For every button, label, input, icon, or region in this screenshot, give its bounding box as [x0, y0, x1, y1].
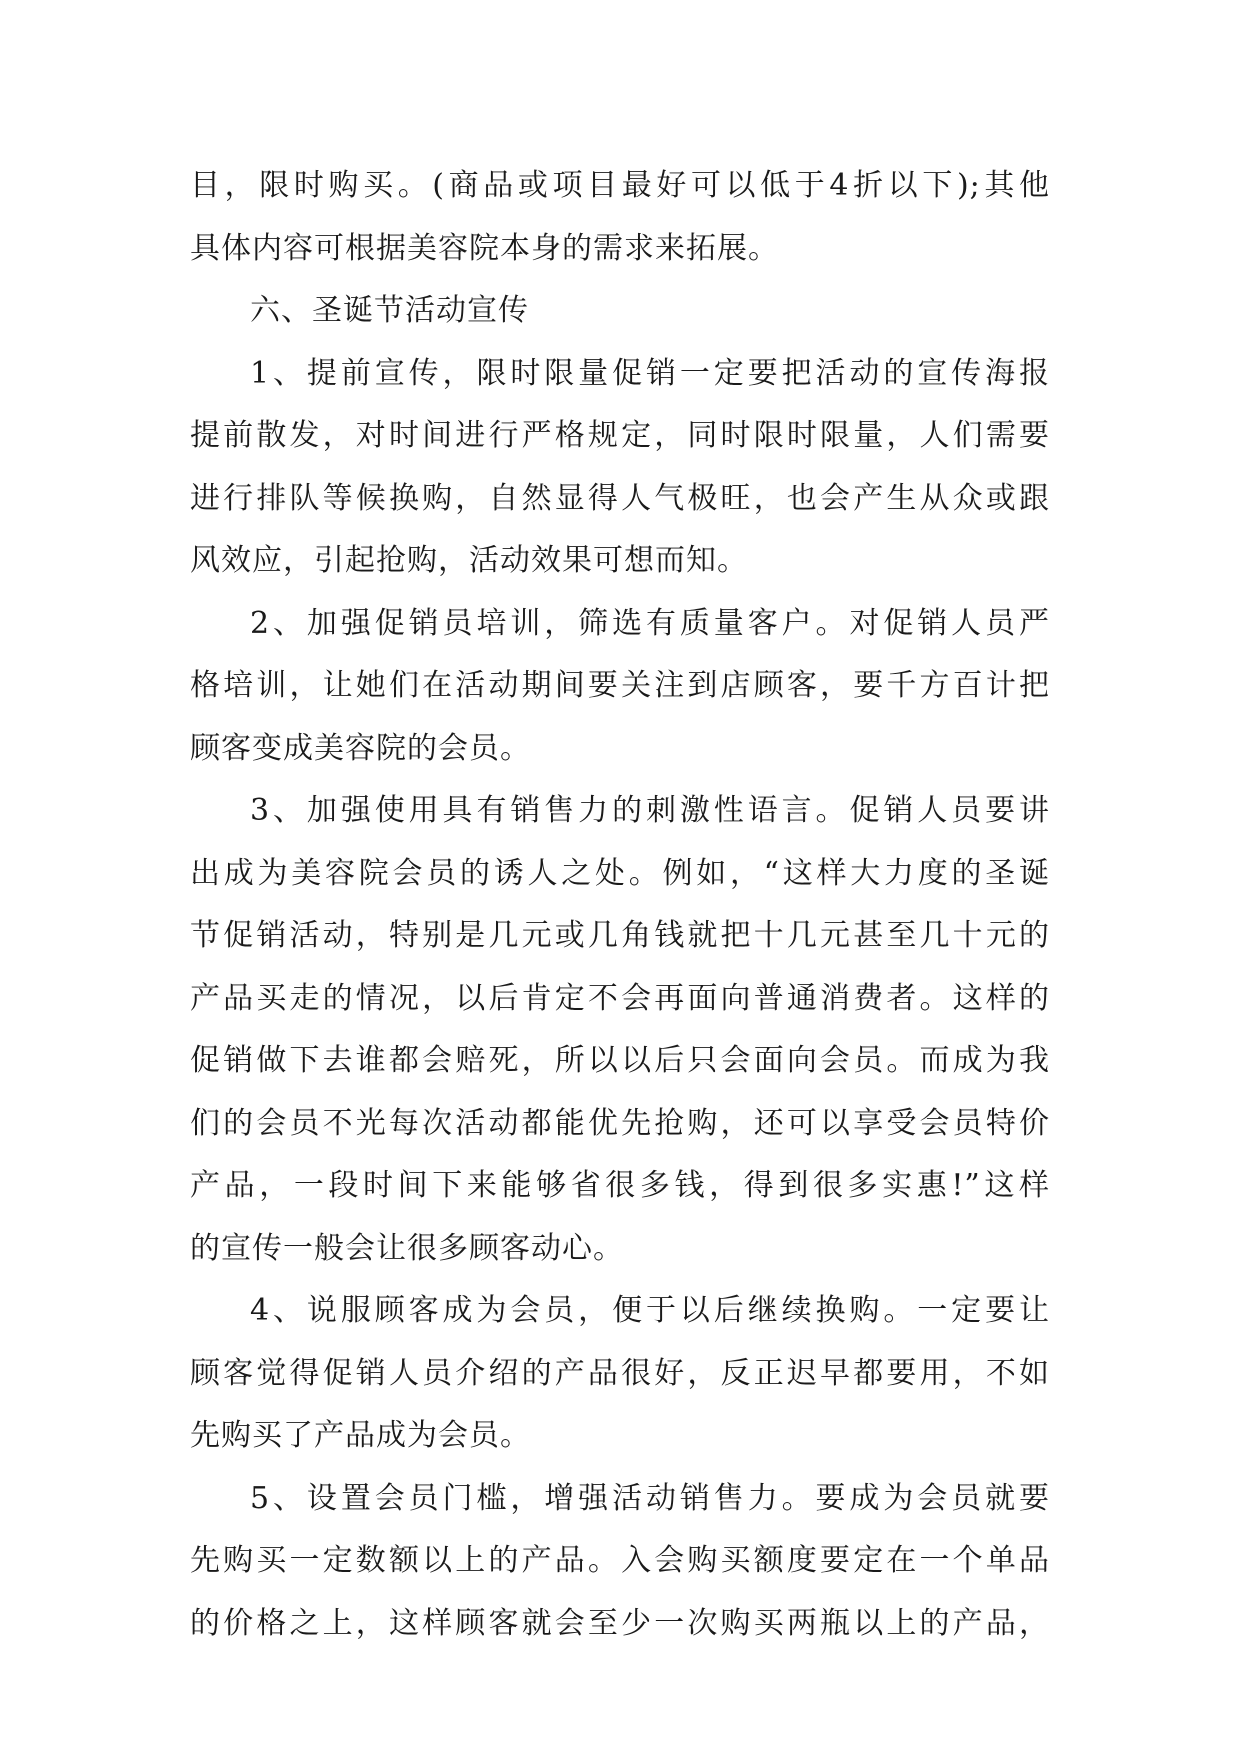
- text-line: 们的会员不光每次活动都能优先抢购，还可以享受会员特价: [190, 1105, 1050, 1141]
- text-line: 出成为美容院会员的诱人之处。例如，“这样大力度的圣诞: [190, 855, 1050, 891]
- text-line: 具体内容可根据美容院本身的需求来拓展。: [190, 230, 779, 266]
- text-line: 风效应，引起抢购，活动效果可想而知。: [190, 543, 748, 578]
- text-line: 3、加强使用具有销售力的刺激性语言。促销人员要讲: [250, 793, 1050, 828]
- text-line: 促销做下去谁都会赔死，所以以后只会面向会员。而成为我: [190, 1043, 1050, 1078]
- text-line: 产品，一段时间下来能够省很多钱，得到很多实惠!”这样: [190, 1168, 1050, 1203]
- text-line: 的宣传一般会让很多顾客动心。: [190, 1230, 624, 1266]
- text-line: 的价格之上，这样顾客就会至少一次购买两瓶以上的产品，: [190, 1605, 1050, 1641]
- text-line: 先购买一定数额以上的产品。入会购买额度要定在一个单品: [190, 1543, 1050, 1578]
- text-line: 产品买走的情况，以后肯定不会再面向普通消费者。这样的: [190, 980, 1050, 1016]
- text-line: 进行排队等候换购，自然显得人气极旺，也会产生从众或跟: [190, 480, 1050, 516]
- document-body: [190, 155, 1050, 1655]
- text-line: 目，限时购买。(商品或项目最好可以低于4折以下);其他: [190, 168, 1050, 203]
- text-line: 顾客觉得促销人员介绍的产品很好，反正迟早都要用，不如: [190, 1355, 1050, 1391]
- text-line: 5、设置会员门槛，增强活动销售力。要成为会员就要: [250, 1480, 1050, 1516]
- text-line: 六、圣诞节活动宣传: [250, 293, 529, 328]
- text-line: 先购买了产品成为会员。: [190, 1418, 531, 1453]
- text-line: 节促销活动，特别是几元或几角钱就把十几元甚至几十元的: [190, 918, 1050, 953]
- text-line: 1、提前宣传，限时限量促销一定要把活动的宣传海报: [250, 355, 1050, 391]
- text-line: 4、说服顾客成为会员，便于以后继续换购。一定要让: [250, 1293, 1050, 1328]
- text-line: 2、加强促销员培训，筛选有质量客户。对促销人员严: [250, 605, 1050, 641]
- text-line: 顾客变成美容院的会员。: [190, 730, 531, 766]
- text-line: 提前散发，对时间进行严格规定，同时限时限量，人们需要: [190, 418, 1050, 453]
- text-line: 格培训，让她们在活动期间要关注到店顾客，要千方百计把: [190, 668, 1050, 703]
